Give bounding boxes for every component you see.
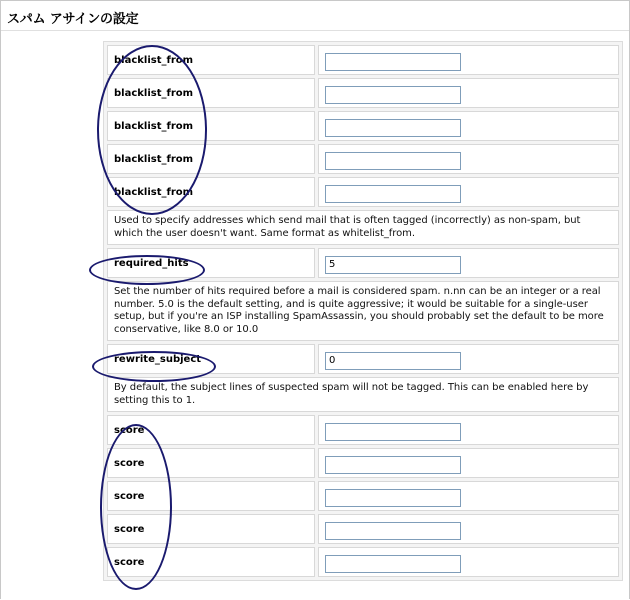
setting-label: blacklist_from [107, 177, 315, 207]
setting-row-score-1 [107, 415, 619, 445]
setting-row-blacklist-from-4 [107, 144, 619, 174]
setting-row-score-2 [107, 448, 619, 478]
setting-label: score [107, 481, 315, 511]
setting-label: blacklist_from [107, 45, 315, 75]
setting-row-blacklist-from-3 [107, 111, 619, 141]
page-title: スパム アサインの設定 [7, 12, 139, 27]
setting-label: required_hits [107, 248, 315, 278]
blacklist-from-input-3[interactable] [325, 119, 461, 137]
setting-row-blacklist-from-5 [107, 177, 619, 207]
score-input-4[interactable] [325, 522, 461, 540]
blacklist-from-input-4[interactable] [325, 152, 461, 170]
setting-label: score [107, 448, 315, 478]
setting-description: Set the number of hits required before a mail is considered spam. n.nn can be an integer or a real number. 5.0 is the default setting, and is quite aggressive; it would be suitable for a single-user setup, but if you're an ISP installing SpamAssassin, you should probably set the default to be more conservative, like 8.0 or 10.0 [107, 281, 619, 341]
blacklist-from-input-1[interactable] [325, 53, 461, 71]
score-input-5[interactable] [325, 555, 461, 573]
setting-row-rewrite-subject [107, 344, 619, 374]
setting-description-required-hits [107, 281, 619, 341]
setting-row-score-5 [107, 547, 619, 577]
rewrite-subject-input[interactable] [325, 352, 461, 370]
setting-row-required-hits [107, 248, 619, 278]
blacklist-from-input-2[interactable] [325, 86, 461, 104]
setting-label: score [107, 547, 315, 577]
score-input-2[interactable] [325, 456, 461, 474]
setting-label: blacklist_from [107, 78, 315, 108]
required-hits-input[interactable] [325, 256, 461, 274]
score-input-1[interactable] [325, 423, 461, 441]
setting-row-score-3 [107, 481, 619, 511]
setting-label: blacklist_from [107, 111, 315, 141]
setting-label: score [107, 514, 315, 544]
setting-label: score [107, 415, 315, 445]
setting-label: rewrite_subject [107, 344, 315, 374]
setting-description: By default, the subject lines of suspected spam will not be tagged. This can be enabled here by setting this to 1. [107, 377, 619, 412]
setting-description-rewrite-subject [107, 377, 619, 412]
score-input-3[interactable] [325, 489, 461, 507]
setting-description: Used to specify addresses which send mail that is often tagged (incorrectly) as non-spam, but which the user doesn't want. Same format as whitelist_from. [107, 210, 619, 245]
settings-table [103, 41, 623, 581]
setting-row-blacklist-from-1 [107, 45, 619, 75]
setting-row-score-4 [107, 514, 619, 544]
setting-label: blacklist_from [107, 144, 315, 174]
title-divider [1, 30, 629, 31]
setting-row-blacklist-from-2 [107, 78, 619, 108]
blacklist-from-input-5[interactable] [325, 185, 461, 203]
setting-description-blacklist-from [107, 210, 619, 245]
